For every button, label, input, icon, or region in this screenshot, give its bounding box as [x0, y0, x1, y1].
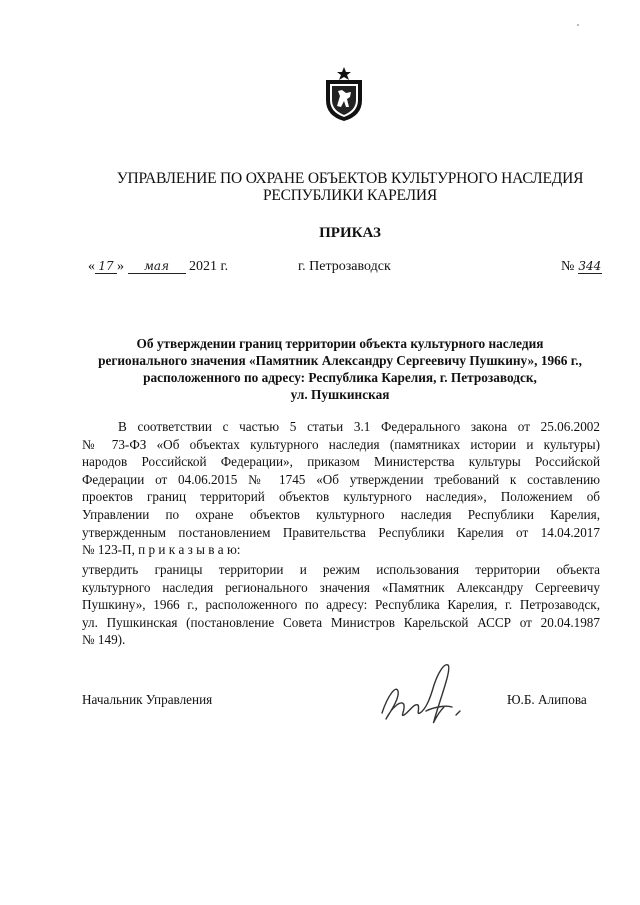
order-number — [561, 259, 602, 275]
organization-name-line2: РЕСПУБЛИКИ КАРЕЛИЯ — [262, 187, 438, 204]
decision-line: ул. Пушкинская (постановление Совета Министров Карельской АССР от 20.04.1987 — [82, 614, 600, 630]
date-open-quote: « — [88, 259, 95, 274]
date-close-quote: » — [117, 259, 124, 274]
preamble-line: утвержденным постановлением Правительства Республики Карелия от 14.04.2017 — [82, 524, 600, 540]
signatory-name: Ю.Б. Алипова — [507, 692, 587, 707]
date-month: мая — [128, 259, 186, 274]
order-city: г. Петрозаводск — [298, 259, 391, 274]
subject-line: Об утверждении границ территории объекта культурного наследия — [136, 336, 544, 351]
decision-line: культурного наследия регионального значения «Памятник Александру Сергеевичу — [82, 579, 600, 595]
organization-name-line1: УПРАВЛЕНИЕ ПО ОХРАНЕ ОБЪЕКТОВ КУЛЬТУРНОГО НАСЛЕДИЯ — [116, 170, 584, 187]
decision-line: Пушкину», 1966 г., расположенного по адресу: Республика Карелия, г. Петрозаводск, — [82, 597, 600, 613]
scan-speck — [577, 24, 579, 26]
order-date — [88, 259, 228, 275]
karelia-coat-of-arms-icon — [322, 66, 366, 122]
decision-line: № 149). — [82, 632, 126, 648]
preamble-line: проектов границ территорий объектов культурного наследия», Положением об — [82, 489, 600, 505]
date-day: 17 — [95, 259, 117, 274]
preamble-line: № 73-ФЗ «Об объектах культурного наследия (памятниках истории и культуры) — [82, 436, 600, 452]
decision-paragraph — [82, 561, 600, 649]
subject-line: регионального значения «Памятник Александру Сергеевичу Пушкину», 1966 г., — [98, 353, 582, 368]
subject-line: ул. Пушкинская — [290, 387, 390, 402]
document-type-title: ПРИКАЗ — [319, 225, 381, 241]
number-value: 344 — [578, 259, 602, 273]
preamble-line: Федерации от 04.06.2015 № 1745 «Об утверждении требований к составлению — [82, 471, 600, 487]
order-subject — [80, 335, 600, 403]
preamble-paragraph — [82, 418, 600, 559]
signatory-position: Начальник Управления — [82, 692, 213, 707]
preamble-line: В соответствии с частью 5 статьи 3.1 Федерального закона от 25.06.2002 — [118, 419, 600, 434]
decision-line: утвердить границы территории и режим использования территории объекта — [82, 562, 600, 577]
handwritten-signature-icon — [374, 655, 470, 731]
date-year: 2021 г. — [189, 259, 229, 274]
subject-line: расположенного по адресу: Республика Карелия, г. Петрозаводск, — [143, 370, 537, 385]
number-label: № — [561, 259, 575, 274]
preamble-line: № 123-П, п р и к а з ы в а ю: — [82, 542, 241, 558]
preamble-line: народов Российской Федерации», приказом Министерства культуры Российской — [82, 454, 600, 470]
preamble-line: Управлении по охране объектов культурного наследия Республики Карелия, — [82, 506, 600, 522]
